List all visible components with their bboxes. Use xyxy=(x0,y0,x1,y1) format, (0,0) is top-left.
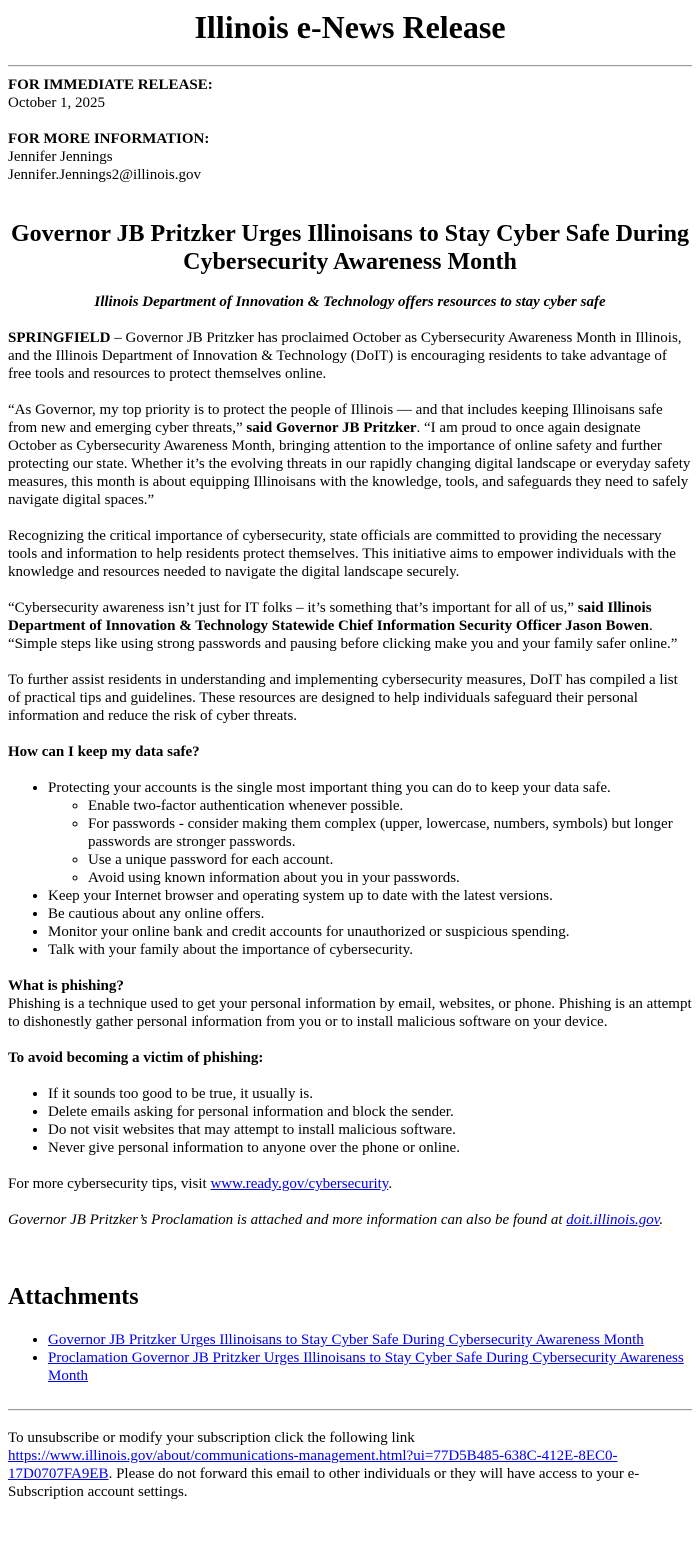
paragraph-text: For more cybersecurity tips, visit xyxy=(8,1176,211,1192)
spacer xyxy=(8,1501,692,1519)
paragraph-governor-quote xyxy=(8,401,692,509)
sub-list xyxy=(48,797,692,887)
list-item-text: Protecting your accounts is the single most important thing you can do to keep your data safe. xyxy=(48,780,611,796)
contact-name: Jennifer Jennings xyxy=(8,149,113,165)
paragraph-text: . xyxy=(659,1212,664,1228)
article-headline: Governor JB Pritzker Urges Illinoisans to Stay Cyber Safe During Cybersecurity Awareness Month xyxy=(11,221,689,275)
ready-gov-link[interactable]: www.ready.gov/cybersecurity xyxy=(210,1176,389,1192)
footer-text: . Please do not forward this email to other individuals or they will have access to your e-Subscription account settings. xyxy=(8,1466,640,1500)
more-info-label: FOR MORE INFORMATION: xyxy=(8,131,210,147)
attachments-title: Attachments xyxy=(8,1284,139,1310)
attachment-link[interactable]: Governor JB Pritzker Urges Illinoisans to Stay Cyber Safe During Cybersecurity Awareness Month xyxy=(48,1332,644,1348)
release-date: October 1, 2025 xyxy=(8,95,106,111)
list-item: • Monitor your online bank and credit accounts for unauthorized or suspicious spending. xyxy=(48,923,692,941)
site-title: Illinois e-News Release xyxy=(194,9,506,45)
paragraph-intro xyxy=(8,329,692,383)
quote-text: . “I am proud to once again designate October as Cybersecurity Awareness Month, bringing attention to the importance of online safety and further protecting our state. Whether it’s the evolving threats in our rapidly changing digital landscape or everyday safety measures, this month is about equipping Illinoisans with the knowledge, tools, and safeguards they need to safely navigate digital spaces.” xyxy=(8,420,691,508)
paragraph-proclamation xyxy=(8,1211,692,1229)
unsubscribe-notice xyxy=(8,1429,692,1501)
spacer xyxy=(8,112,692,130)
list-item: • Delete emails asking for personal information and block the sender. xyxy=(48,1103,692,1121)
quote-text: “Cybersecurity awareness isn’t just for IT folks – it’s something that’s important for all of us,” xyxy=(8,600,578,616)
article-subhead: Illinois Department of Innovation & Technology offers resources to stay cyber safe xyxy=(94,294,606,310)
sub-list-item: ◦ For passwords - consider making them complex (upper, lowercase, numbers, symbols) but longer passwords are stronger passwords. xyxy=(88,815,692,851)
quote-attribution: said Illinois Department of Innovation & Technology Statewide Chief Information Security Officer Jason Bowen xyxy=(8,600,652,634)
quote-text: . “Simple steps like using strong passwords and pausing before clicking make you and your family safer online.” xyxy=(8,618,678,652)
section-title-avoid-phishing: To avoid becoming a victim of phishing: xyxy=(8,1050,264,1066)
footer-text: To unsubscribe or modify your subscription click the following link xyxy=(8,1430,415,1446)
attachments-list xyxy=(8,1331,692,1385)
quote-attribution: said Governor JB Pritzker xyxy=(246,420,417,436)
avoid-phishing-list xyxy=(8,1085,692,1157)
list-item xyxy=(48,779,692,887)
sub-list-item: ◦ Use a unique password for each account. xyxy=(88,851,692,869)
list-item: • Do not visit websites that may attempt to install malicious software. xyxy=(48,1121,692,1139)
paragraph-text: Governor JB Pritzker’s Proclamation is attached and more information can also be found at xyxy=(8,1212,567,1228)
list-item: • Be cautious about any online offers. xyxy=(48,905,692,923)
sub-list-item: ◦ Enable two-factor authentication whenever possible. xyxy=(88,797,692,815)
section-title-phishing: What is phishing? xyxy=(8,978,124,994)
footer-divider xyxy=(8,1409,692,1411)
list-item: • If it sounds too good to be true, it usually is. xyxy=(48,1085,692,1103)
paragraph-ciso-quote xyxy=(8,599,692,653)
attachment-item xyxy=(48,1331,692,1349)
immediate-release-label: FOR IMMEDIATE RELEASE: xyxy=(8,77,213,93)
quote-text: “As Governor, my top priority is to protect the people of Illinois — and that includes keeping Illinoisans safe from new and emerging cyber threats,” xyxy=(8,402,663,436)
attachment-link[interactable]: Proclamation Governor JB Pritzker Urges Illinoisans to Stay Cyber Safe During Cybersecurity Awareness Month xyxy=(48,1350,684,1384)
paragraph-text: . xyxy=(388,1176,393,1192)
paragraph-more-tips xyxy=(8,1175,692,1193)
list-item: • Talk with your family about the importance of cybersecurity. xyxy=(48,941,692,959)
data-safe-list xyxy=(8,779,692,959)
release-meta xyxy=(8,76,692,184)
list-item: • Keep your Internet browser and operating system up to date with the latest versions. xyxy=(48,887,692,905)
paragraph-officials: Recognizing the critical importance of cybersecurity, state officials are committed to providing the necessary tools and information to help residents protect themselves. This initiative aims to empower individuals with the knowledge and resources needed to navigate the digital landscape securely. xyxy=(8,528,676,580)
sub-list-item: ◦ Avoid using known information about you in your passwords. xyxy=(88,869,692,887)
doit-link[interactable]: doit.illinois.gov xyxy=(566,1212,660,1228)
phishing-description: Phishing is a technique used to get your personal information by email, websites, or phone. Phishing is an attempt to dishonestly gather personal information from you or to install malicious software on your device. xyxy=(8,996,692,1030)
contact-email: Jennifer.Jennings2@illinois.gov xyxy=(8,167,201,183)
header-divider xyxy=(8,65,692,67)
section-title-data-safe: How can I keep my data safe? xyxy=(8,744,200,760)
paragraph-tips-intro: To further assist residents in understanding and implementing cybersecurity measures, DoIT has compiled a list of practical tips and guidelines. These resources are designed to help individuals safeguard their personal information and reduce the risk of cyber threats. xyxy=(8,672,678,724)
unsubscribe-link[interactable]: https://www.illinois.gov/about/communications-management.html?ui=77D5B485-638C-412E-8EC0-17D0707FA9EB xyxy=(8,1448,618,1482)
paragraph-text: – Governor JB Pritzker has proclaimed October as Cybersecurity Awareness Month in Illinois, and the Illinois Department of Innovation & Technology (DoIT) is encouraging residents to take advantage of free tools and resources to protect themselves online. xyxy=(8,330,682,382)
dateline: SPRINGFIELD xyxy=(8,330,111,346)
list-item: • Never give personal information to anyone over the phone or online. xyxy=(48,1139,692,1157)
attachment-item xyxy=(48,1349,692,1385)
